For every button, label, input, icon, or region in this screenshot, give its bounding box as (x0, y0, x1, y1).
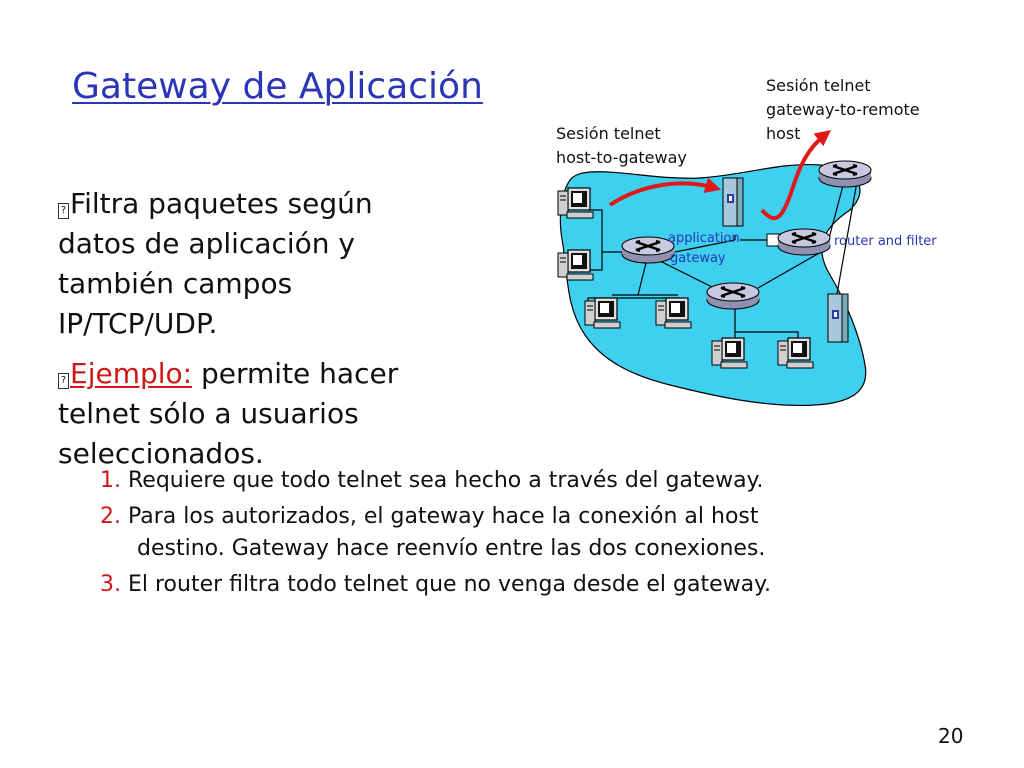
label-application-gateway: application (668, 231, 740, 246)
router-and-filter-icon (778, 229, 830, 255)
bullet-item (58, 184, 458, 344)
bullet-text: Filtra paquetes según datos de aplicación y también campos IP/TCP/UDP. (58, 187, 373, 340)
bullet-list (58, 184, 458, 484)
server-icon (828, 294, 848, 342)
bullet-glyph-icon: ? (58, 203, 69, 219)
host-computer-icon (558, 188, 593, 218)
remote-router-icon (819, 161, 871, 187)
step-number: 2. (100, 504, 121, 529)
numbered-steps (100, 465, 1000, 605)
label-host-to-gateway: Sesión telnet (556, 124, 661, 143)
step-text: Requiere que todo telnet sea hecho a través del gateway. (121, 468, 764, 493)
label-router-and-filter: router and filter (834, 234, 937, 249)
step-text: Para los autorizados, el gateway hace la conexión al host (121, 504, 759, 529)
network-diagram (530, 70, 990, 420)
application-gateway-server-icon (723, 178, 743, 226)
step-number: 3. (100, 572, 121, 597)
host-computer-icon (778, 338, 813, 368)
host-computer-icon (558, 250, 593, 280)
step-text-continued: destino. Gateway hace reenvío entre las dos conexiones. (137, 536, 766, 561)
host-computer-icon (712, 338, 747, 368)
step-item (100, 569, 1000, 601)
network-cloud (560, 165, 865, 406)
host-computer-icon (656, 298, 691, 328)
bullet-highlight: Ejemplo: (70, 357, 193, 390)
step-text: El router filtra todo telnet que no venga desde el gateway. (121, 572, 771, 597)
bullet-text: permite hacer telnet sólo a usuarios seleccionados. (58, 357, 399, 470)
label-gateway-to-remote: gateway-to-remote (766, 100, 920, 119)
label-gateway-to-remote: Sesión telnet (766, 76, 871, 95)
router-icon (622, 237, 674, 263)
router-icon (707, 283, 759, 309)
host-computer-icon (585, 298, 620, 328)
label-gateway-to-remote: host (766, 124, 801, 143)
bullet-item (58, 354, 458, 474)
page-number: 20 (938, 724, 964, 748)
label-application-gateway: gateway (670, 251, 726, 266)
label-host-to-gateway: host-to-gateway (556, 148, 687, 167)
slide-title: Gateway de Aplicación (72, 66, 483, 107)
step-item (100, 465, 1000, 497)
bullet-glyph-icon: ? (58, 373, 69, 389)
step-item (100, 501, 1000, 565)
step-number: 1. (100, 468, 121, 493)
